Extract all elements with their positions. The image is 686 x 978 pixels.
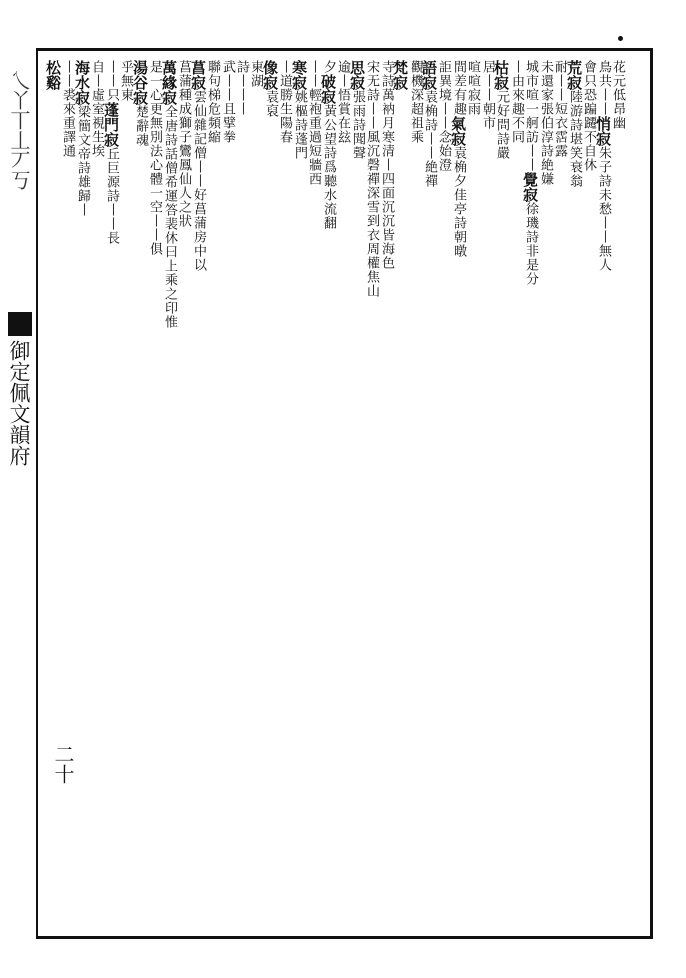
column-text: 會只恐蹁躚不自休	[581, 60, 596, 172]
column-text: 幽	[610, 116, 625, 130]
column-text: 宋无詩丨丨	[364, 60, 379, 130]
column-text: 楚辭魂	[133, 105, 148, 147]
text-column	[147, 60, 161, 940]
text-column	[408, 60, 422, 940]
headword: 悄寂	[594, 116, 612, 146]
text-column	[465, 60, 479, 940]
margin-upper-text: 乀丫丅丄丆丂	[7, 70, 31, 190]
text-column	[451, 60, 465, 940]
text-column	[191, 60, 205, 940]
column-text: 東湖	[248, 60, 263, 88]
top-border	[36, 48, 652, 51]
right-border	[650, 48, 653, 939]
headword: 思寂	[348, 60, 366, 90]
column-text: 風沉磬禪深雪到衣周權焦山	[364, 130, 379, 298]
column-text: 喧喧寂雨	[465, 60, 480, 116]
text-column	[567, 60, 581, 940]
text-column	[379, 60, 393, 940]
column-text: 花元低昂	[610, 60, 625, 116]
column-text: 乎無東	[118, 60, 133, 102]
headword: 松谿	[44, 60, 62, 90]
column-text: 逾丨悟賞在玆	[335, 60, 350, 144]
text-column	[494, 60, 508, 940]
left-border	[36, 48, 38, 939]
column-text: 武丨丨且擘拳	[220, 60, 235, 144]
column-text: 城市喧一舸訪丨丨	[523, 60, 538, 172]
column-text: 丨丨只	[104, 60, 119, 102]
headword: 語寂	[420, 60, 438, 90]
text-column	[610, 60, 624, 940]
text-column	[292, 60, 306, 940]
headword: 梵寂	[391, 60, 409, 90]
text-column	[263, 60, 277, 940]
text-column	[364, 60, 378, 940]
headword: 荒寂	[565, 60, 583, 90]
column-text: 朱子詩未愁丨丨無人	[596, 146, 611, 272]
column-text: 全唐詩話僧希運答裴休曰上乘之印惟	[162, 105, 177, 329]
headword: 覺寂	[521, 172, 539, 202]
column-text: 黃公望詩爲聽水流翻	[321, 104, 336, 230]
column-text: 寺詩萬衲	[379, 60, 394, 116]
headword: 像寂	[261, 60, 279, 90]
headword: 氣寂	[449, 116, 467, 146]
text-column	[176, 60, 190, 940]
column-text: 耐丨丨短衣霑露	[552, 60, 567, 158]
text-column	[89, 60, 103, 940]
headword: 菖寂	[189, 60, 207, 90]
text-column	[118, 60, 132, 940]
column-text: 丨由來趣不同	[509, 60, 524, 144]
text-column	[46, 60, 60, 940]
column-text: 是一心更無別法心體一空丨丨俱	[147, 60, 162, 256]
headword: 寒寂	[290, 60, 308, 90]
text-column	[509, 60, 523, 940]
text-column	[523, 60, 537, 940]
text-column	[480, 60, 494, 940]
text-column	[205, 60, 219, 940]
column-text: 未還家張伯淳詩絶嫌	[538, 60, 553, 186]
column-text: 袁桷夕佳亭詩朝暾	[451, 146, 466, 258]
text-column	[234, 60, 248, 940]
column-text: 丘巨源詩丨丨長	[104, 147, 119, 245]
headword: 海水寂	[73, 60, 91, 105]
column-text: 自丨虛室視生埃	[89, 60, 104, 158]
text-column	[393, 60, 407, 940]
text-column	[306, 60, 320, 940]
column-text: 居丨丨朝市	[480, 60, 495, 130]
column-text: 元好問詩嚴	[494, 90, 509, 160]
text-column	[162, 60, 176, 940]
text-column	[552, 60, 566, 940]
text-column	[321, 60, 335, 940]
column-text: 夕	[321, 60, 336, 74]
column-text: 詩丨丨丨	[234, 60, 249, 116]
text-column	[596, 60, 610, 940]
corner-dot	[618, 36, 623, 41]
column-text: 張雨詩聞聲	[350, 90, 365, 160]
text-column	[277, 60, 291, 940]
text-column	[60, 60, 74, 940]
fishtail-mark	[8, 312, 32, 336]
column-text: 月寒清丨四面沉沉皆海色	[379, 116, 394, 270]
headword: 湯谷寂	[131, 60, 149, 105]
column-text: 間差有趣	[451, 60, 466, 116]
text-column	[220, 60, 234, 940]
headword: 枯寂	[492, 60, 510, 90]
column-text: 雲仙雜記僧丨丨好菖蒲房中以	[191, 90, 206, 272]
headword: 蓬門寂	[102, 102, 120, 147]
text-column	[335, 60, 349, 940]
headword: 萬緣寂	[160, 60, 178, 105]
text-column	[538, 60, 552, 940]
column-text: 梁簡文帝詩雄歸丨	[75, 105, 90, 217]
text-column	[104, 60, 118, 940]
column-text: 陸游詩堪笑衰翁	[567, 90, 582, 188]
column-text: 丨丨裘來重譯通	[60, 60, 75, 158]
column-text: 丨丨輕袍重過短牆西	[306, 60, 321, 186]
headword: 破寂	[319, 74, 337, 104]
column-text: 丨道勝生陽春	[277, 60, 292, 144]
column-text: 鳥共丨丨	[596, 60, 611, 116]
text-column	[581, 60, 595, 940]
column-text: 詎異境丨丨念始澄	[436, 60, 451, 172]
text-column	[350, 60, 364, 940]
column-text: 觀機深超祖乘	[408, 60, 423, 144]
column-text: 姚樞詩蓬門	[292, 90, 307, 160]
column-text: 袁裒	[263, 90, 278, 118]
text-column	[422, 60, 436, 940]
text-column	[133, 60, 147, 940]
book-title: 御定佩文韻府	[7, 340, 31, 466]
text-column	[436, 60, 450, 940]
column-text: 菖蒲種成獅子鸞鳳仙人之狀	[176, 60, 191, 228]
text-column	[248, 60, 262, 940]
page-number: 二十	[51, 744, 75, 784]
column-text: 聯句梯危頻縮	[205, 60, 220, 144]
column-text: 徐璣詩非是分	[523, 202, 538, 286]
text-column	[75, 60, 89, 940]
column-text: 袁桷詩丨丨絶禪	[422, 90, 437, 188]
